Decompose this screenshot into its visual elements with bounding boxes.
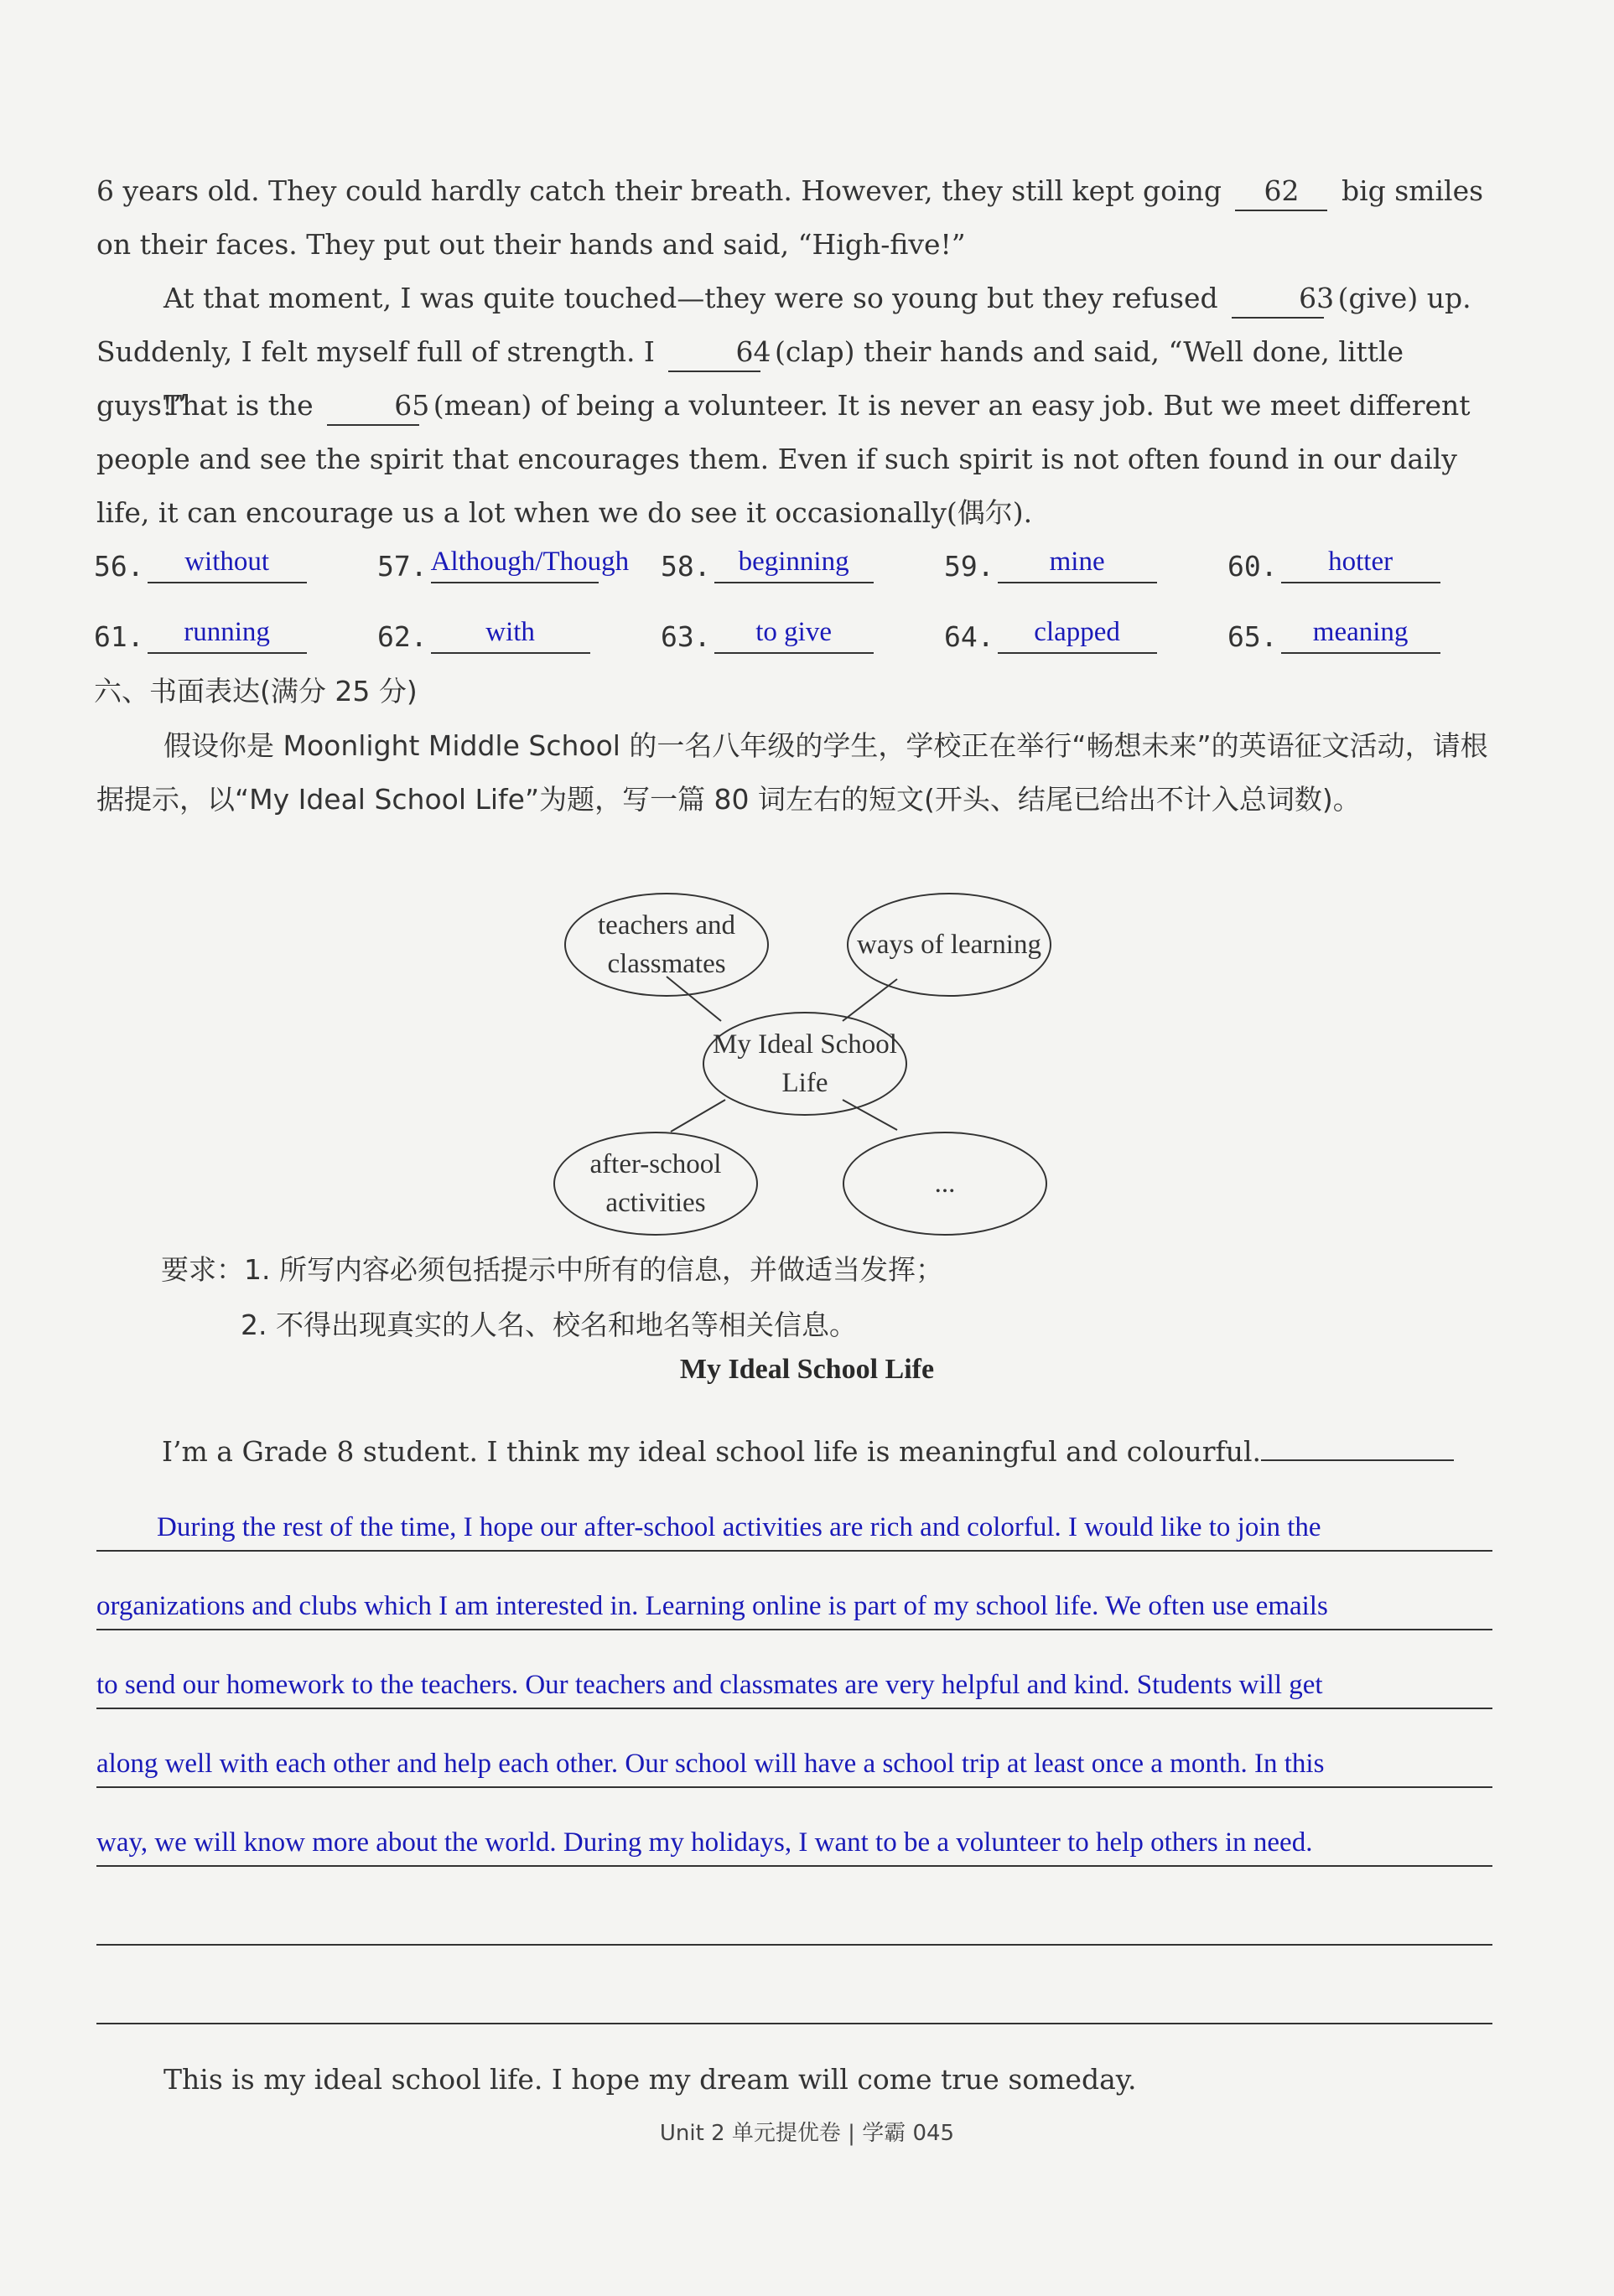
mind-map-diagram	[553, 880, 1073, 1249]
passage-text: At that moment, I was quite touched—they were so young but they refused	[163, 282, 1218, 314]
answer-field-58[interactable]: beginning	[714, 545, 874, 583]
answer-field-59[interactable]: mine	[998, 545, 1157, 583]
node-ways-of-learning: ways of learning	[847, 893, 1051, 997]
section-heading: 六、书面表达(满分 25 分)	[94, 675, 418, 707]
essay-opening: I’m a Grade 8 student. I think my ideal school life is meaningful and colourful.	[162, 1435, 1262, 1468]
answer-item: 65. meaning	[1227, 615, 1440, 654]
passage-paragraph-3	[96, 379, 1488, 540]
passage-text: 6 years old. They could hardly catch their breath. However, they still kept going	[96, 174, 1222, 207]
writing-line-7[interactable]	[96, 1946, 1492, 2024]
writing-line-2[interactable]: organizations and clubs which I am interested in. Learning online is part of my school life. We often use emails	[96, 1552, 1492, 1630]
answer-field-63[interactable]: to give	[714, 615, 874, 654]
answer-item: 64. clapped	[944, 615, 1157, 654]
answer-item: 61. running	[94, 615, 307, 654]
answer-field-62[interactable]: with	[431, 615, 590, 654]
writing-prompt: 假设你是 Moonlight Middle School 的一名八年级的学生，学校正在举行“畅想未来”的英语征文活动，请根据提示，以“My Ideal School Life”为题，写一篇 80 词左右的短文(开头、结尾已给出不计入总词数)。	[96, 729, 1488, 816]
passage-text: (mean) of being a volunteer. It is never an easy job. But we meet different people and see the spirit that encourages them. Even if such spirit is not often found in our daily life, it can encourage us a lot when we do see it occasionally(偶尔).	[96, 389, 1471, 529]
essay-closing: This is my ideal school life. I hope my dream will come true someday.	[163, 2063, 1137, 2096]
answer-item: 58. beginning	[661, 545, 874, 583]
essay-title: My Ideal School Life	[679, 1354, 935, 1385]
essay-opening-row	[96, 1425, 1488, 1479]
answer-field-57[interactable]: Although/Though	[431, 545, 599, 583]
answer-item: 56. without	[94, 545, 307, 583]
blank-65: 65	[327, 387, 419, 426]
answer-item: 57. Although/Though	[377, 547, 630, 583]
passage-text: (give) up. Suddenly, I felt myself full of strength. I	[96, 282, 1471, 368]
blank-64: 64	[668, 334, 760, 372]
blank-63: 63	[1232, 280, 1324, 319]
opening-blank-line	[1261, 1431, 1454, 1461]
writing-line-4[interactable]: along well with each other and help each other. Our school will have a school trip at least once a month. In this	[96, 1709, 1492, 1788]
writing-line-6[interactable]	[96, 1867, 1492, 1946]
passage-text: big smiles on their faces. They put out their hands and said, “High-five!”	[96, 174, 1484, 261]
page-footer: Unit 2 单元提优卷 | 学霸 045	[659, 2121, 955, 2146]
answer-field-56[interactable]: without	[148, 545, 307, 583]
passage-text: (clap) their hands and said, “Well done, little guys!”	[96, 335, 1404, 422]
essay-writing-area	[96, 1473, 1492, 2024]
passage-text: That is the	[163, 389, 314, 422]
blank-62: 62	[1235, 173, 1327, 211]
writing-line-1[interactable]: During the rest of the time, I hope our after-school activities are rich and colorful. I would like to join the	[96, 1473, 1492, 1552]
writing-line-3[interactable]: to send our homework to the teachers. Our teachers and classmates are very helpful and kind. Students will get	[96, 1630, 1492, 1709]
node-after-school-activities: after-school activities	[553, 1132, 758, 1236]
answer-field-65[interactable]: meaning	[1281, 615, 1440, 654]
answer-field-61[interactable]: running	[148, 615, 307, 654]
writing-line-5[interactable]: way, we will know more about the world. During my holidays, I want to be a volunteer to help others in need.	[96, 1788, 1492, 1867]
answer-item: 63. to give	[661, 615, 874, 654]
answer-item: 62. with	[377, 615, 590, 654]
answer-field-60[interactable]: hotter	[1281, 545, 1440, 583]
answer-item: 59. mine	[944, 545, 1157, 583]
requirement-1: 要求：1. 所写内容必须包括提示中所有的信息，并做适当发挥；	[161, 1253, 943, 1286]
node-center-my-ideal-school-life: My Ideal School Life	[703, 1012, 907, 1116]
answer-row-1	[94, 545, 1519, 615]
node-teachers-classmates: teachers and classmates	[564, 893, 769, 997]
answer-field-64[interactable]: clapped	[998, 615, 1157, 654]
requirement-2: 2. 不得出现真实的人名、校名和地名等相关信息。	[241, 1309, 857, 1341]
answer-item: 60. hotter	[1227, 545, 1440, 583]
passage-paragraph-1	[96, 164, 1488, 272]
node-more: ...	[843, 1132, 1047, 1236]
